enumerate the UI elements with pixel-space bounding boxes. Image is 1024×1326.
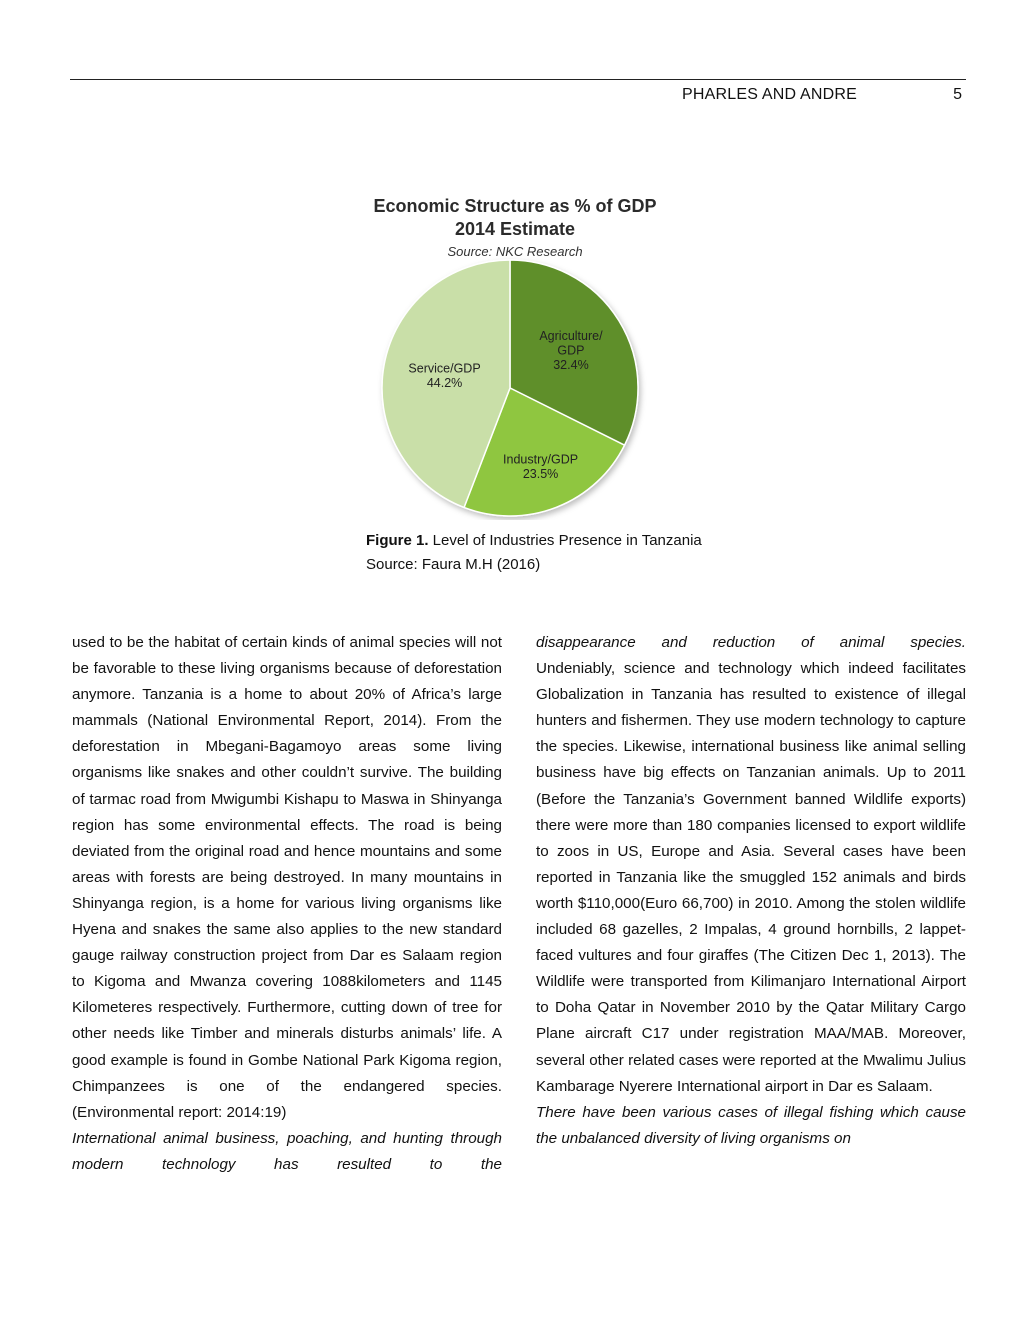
left-paragraph-2: International animal business, poaching, and hunting through modern technology has resulted to the	[72, 1129, 502, 1173]
right-paragraph-2: Undeniably, science and technology which indeed facilitates Globalization in Tanzania has resulted to existence of illegal hunters and fishermen. They use modern technology to capture the species. Likewise, international business like animal selling business have big effects on Tanzanian animals. Up to 2011 (Before the Tanzania’s Government banned Wildlife exports) there were more than 180 companies licensed to export wildlife to zoos in US, Europe and Asia. Several cases have been reported in Tanzania like the smuggled 152 animals and birds worth $110,000(Euro 66,700) in 2010. Among the stolen wildlife included 68 gazelles, 2 Impalas, 4 ground hornbills, 2 lappet-faced vultures and four giraffes (The Citizen Dec 1, 2013). The Wildlife were transported from Kilimanjaro International Airport to Doha Qatar in November 2010 by the Qatar Military Cargo Plane aircraft C17 under registration MAA/MAB. Moreover, several other related cases were reported at the Mwalimu Julius Kambarage Nyerere International airport in Dar es Salaam.	[536, 660, 966, 1095]
caption-source: Source: Faura M.H (2016)	[366, 556, 541, 573]
pie-label-service-gdp: Service/GDP 44.2%	[408, 361, 481, 391]
page-number: 5	[953, 86, 962, 103]
chart-source: Source: NKC Research	[447, 244, 583, 259]
figure-caption	[366, 529, 702, 577]
caption-text: Level of Industries Presence in Tanzania	[428, 532, 702, 549]
figure-pie-chart	[340, 190, 690, 520]
chart-title-line1: Economic Structure as % of GDP	[373, 196, 657, 216]
caption-label: Figure 1.	[366, 532, 429, 549]
header-rule	[70, 79, 966, 80]
pie-chart	[340, 190, 690, 520]
pie-label-agriculture-gdp: Agriculture/ GDP 32.4%	[539, 328, 603, 372]
left-paragraph-1: used to be the habitat of certain kinds of animal species will not be favorable to these living organisms because of deforestation anymore. Tanzania is a home to about 20% of Africa’s large mammals (National Environmental Report, 2014). From the deforestation in Mbegani-Bagamoyo areas some living organisms like snakes and other couldn’t survive. The building of tarmac road from Mwigumbi Kishapu to Maswa in Shinyanga region has some environmental effects. The road is being deviated from the original road and hence mountains and some areas with forests are being destroyed. In many mountains in Shinyanga region, is a home for various living organisms like Hyena and snakes the same also applies to the new standard gauge railway construction project from Dar es Salaam region to Kigoma and Mwanza covering 1088kilometers and 1145 Kilometeres respectively. Furthermore, cutting down of tree for other needs like Timber and minerals disturbs animals’ life. A good example is found in Gombe National Park Kigoma region, Chimpanzees is one of the endangered species. (Environmental report: 2014:19)	[72, 634, 502, 1121]
right-column	[536, 630, 966, 1152]
running-head: PHARLES AND ANDRE	[681, 86, 857, 103]
chart-title-line2: 2014 Estimate	[454, 219, 576, 239]
right-paragraph-3: There have been various cases of illegal fishing which cause the unbalanced diversity of living organisms on	[536, 1103, 966, 1147]
left-column	[72, 630, 502, 1178]
right-paragraph-1: disappearance and reduction of animal species.	[536, 634, 966, 651]
pie-label-industry-gdp: Industry/GDP 23.5%	[503, 452, 579, 482]
